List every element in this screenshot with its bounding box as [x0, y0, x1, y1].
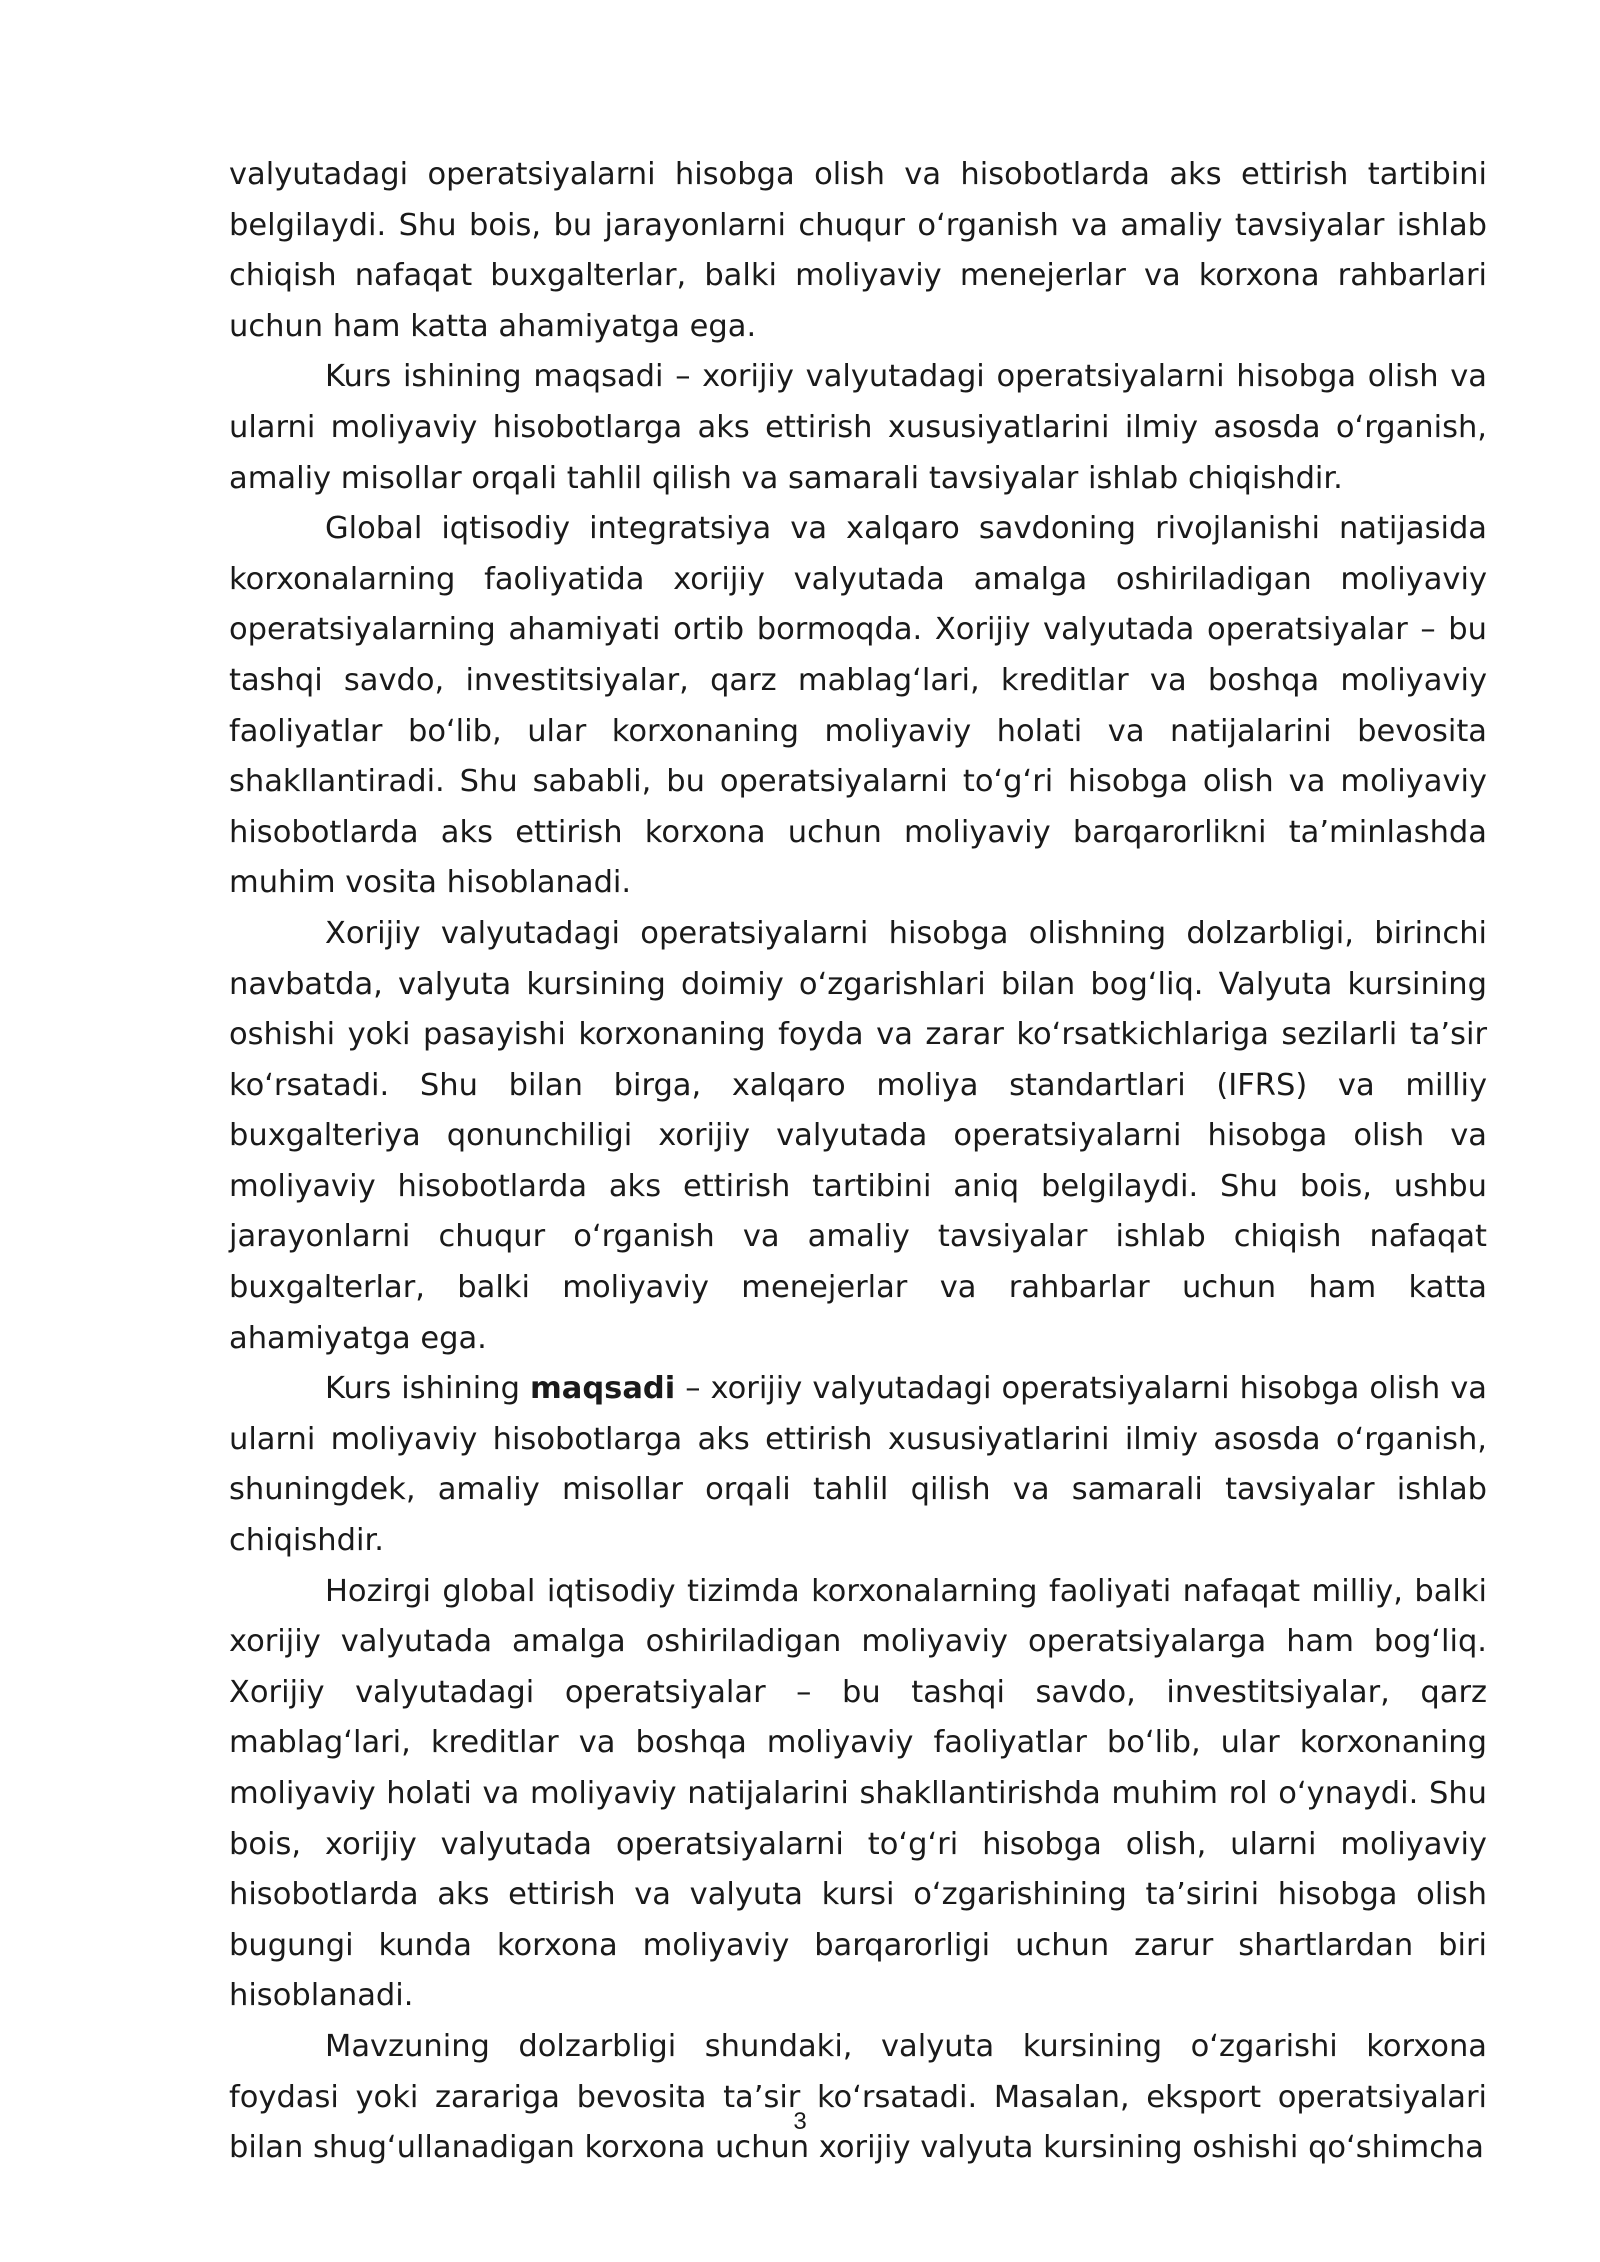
paragraph-7: Mavzuning dolzarbligi shundaki, valyuta kursining oʻzgarishi korxona foydasi yoki zarariga bevosita taʼsir koʻrsatadi. Masalan, eksport operatsiyalari bilan shugʻullanadigan korxona uchun xorijiy valyuta kursining oshishi qoʻshimcha — [229, 2028, 1487, 2166]
paragraph-5-rest: – xorijiy valyutadagi operatsiyalarni hisobga olish va ularni moliyaviy hisobotlarga aks ettirish xususiyatlarini ilmiy asosda oʻrganish, shuningdek, amaliy misollar orqali tahlil qilish va samarali tavsiyalar ishlab chiqishdir. — [229, 1371, 1487, 1559]
paragraph-4: Xorijiy valyutadagi operatsiyalarni hisobga olishning dolzarbligi, birinchi navbatda, valyuta kursining doimiy oʻzgarishlari bilan bogʻliq. Valyuta kursining oshishi yoki pasayishi korxonaning foyda va zarar koʻrsatkichlariga sezilarli taʼsir koʻrsatadi. Shu bilan birga, xalqaro moliya standartlari (IFRS) va milliy buxgalteriya qonunchiligi xorijiy valyutada operatsiyalarni hisobga olish va moliyaviy hisobotlarda aks ettirish tartibini aniq belgilaydi. Shu bois, ushbu jarayonlarni chuqur oʻrganish va amaliy tavsiyalar ishlab chiqish nafaqat buxgalterlar, balki moliyaviy menejerlar va rahbarlar uchun ham katta ahamiyatga ega. — [229, 915, 1487, 1356]
document-page — [229, 150, 1487, 2174]
paragraph-3: Global iqtisodiy integratsiya va xalqaro savdoning rivojlanishi natijasida korxonalarning faoliyatida xorijiy valyutada amalga oshiriladigan moliyaviy operatsiyalarning ahamiyati ortib bormoqda. Xorijiy valyutada operatsiyalar – bu tashqi savdo, investitsiyalar, qarz mablagʻlari, kreditlar va boshqa moliyaviy faoliyatlar boʻlib, ular korxonaning moliyaviy holati va natijalarini bevosita shakllantiradi. Shu sababli, bu operatsiyalarni toʻgʻri hisobga olish va moliyaviy hisobotlarda aks ettirish korxona uchun moliyaviy barqarorlikni taʼminlashda muhim vosita hisoblanadi. — [229, 511, 1487, 901]
paragraph-5 — [229, 1364, 1487, 1566]
paragraph-1: valyutadagi operatsiyalarni hisobga olish va hisobotlarda aks ettirish tartibini belgilaydi. Shu bois, bu jarayonlarni chuqur oʻrganish va amaliy tavsiyalar ishlab chiqish nafaqat buxgalterlar, balki moliyaviy menejerlar va korxona rahbarlari uchun ham katta ahamiyatga ega. — [229, 157, 1487, 344]
paragraph-5-bold-term: maqsadi — [529, 1371, 676, 1407]
page-number: 3 — [793, 2108, 807, 2135]
paragraph-5-lead: Kurs ishining — [325, 1371, 530, 1407]
paragraph-6: Hozirgi global iqtisodiy tizimda korxonalarning faoliyati nafaqat milliy, balki xorijiy valyutada amalga oshiriladigan moliyaviy operatsiyalarga ham bogʻliq. Xorijiy valyutadagi operatsiyalar – bu tashqi savdo, investitsiyalar, qarz mablagʻlari, kreditlar va boshqa moliyaviy faoliyatlar boʻlib, ular korxonaning moliyaviy holati va moliyaviy natijalarini shakllantirishda muhim rol oʻynaydi. Shu bois, xorijiy valyutada operatsiyalarni toʻgʻri hisobga olish, ularni moliyaviy hisobotlarda aks ettirish va valyuta kursi oʻzgarishining taʼsirini hisobga olish bugungi kunda korxona moliyaviy barqarorligi uchun zarur shartlardan biri hisoblanadi. — [229, 1573, 1487, 2014]
paragraph-2: Kurs ishining maqsadi – xorijiy valyutadagi operatsiyalarni hisobga olish va ularni moliyaviy hisobotlarga aks ettirish xususiyatlarini ilmiy asosda oʻrganish, amaliy misollar orqali tahlil qilish va samarali tavsiyalar ishlab chiqishdir. — [229, 359, 1487, 496]
